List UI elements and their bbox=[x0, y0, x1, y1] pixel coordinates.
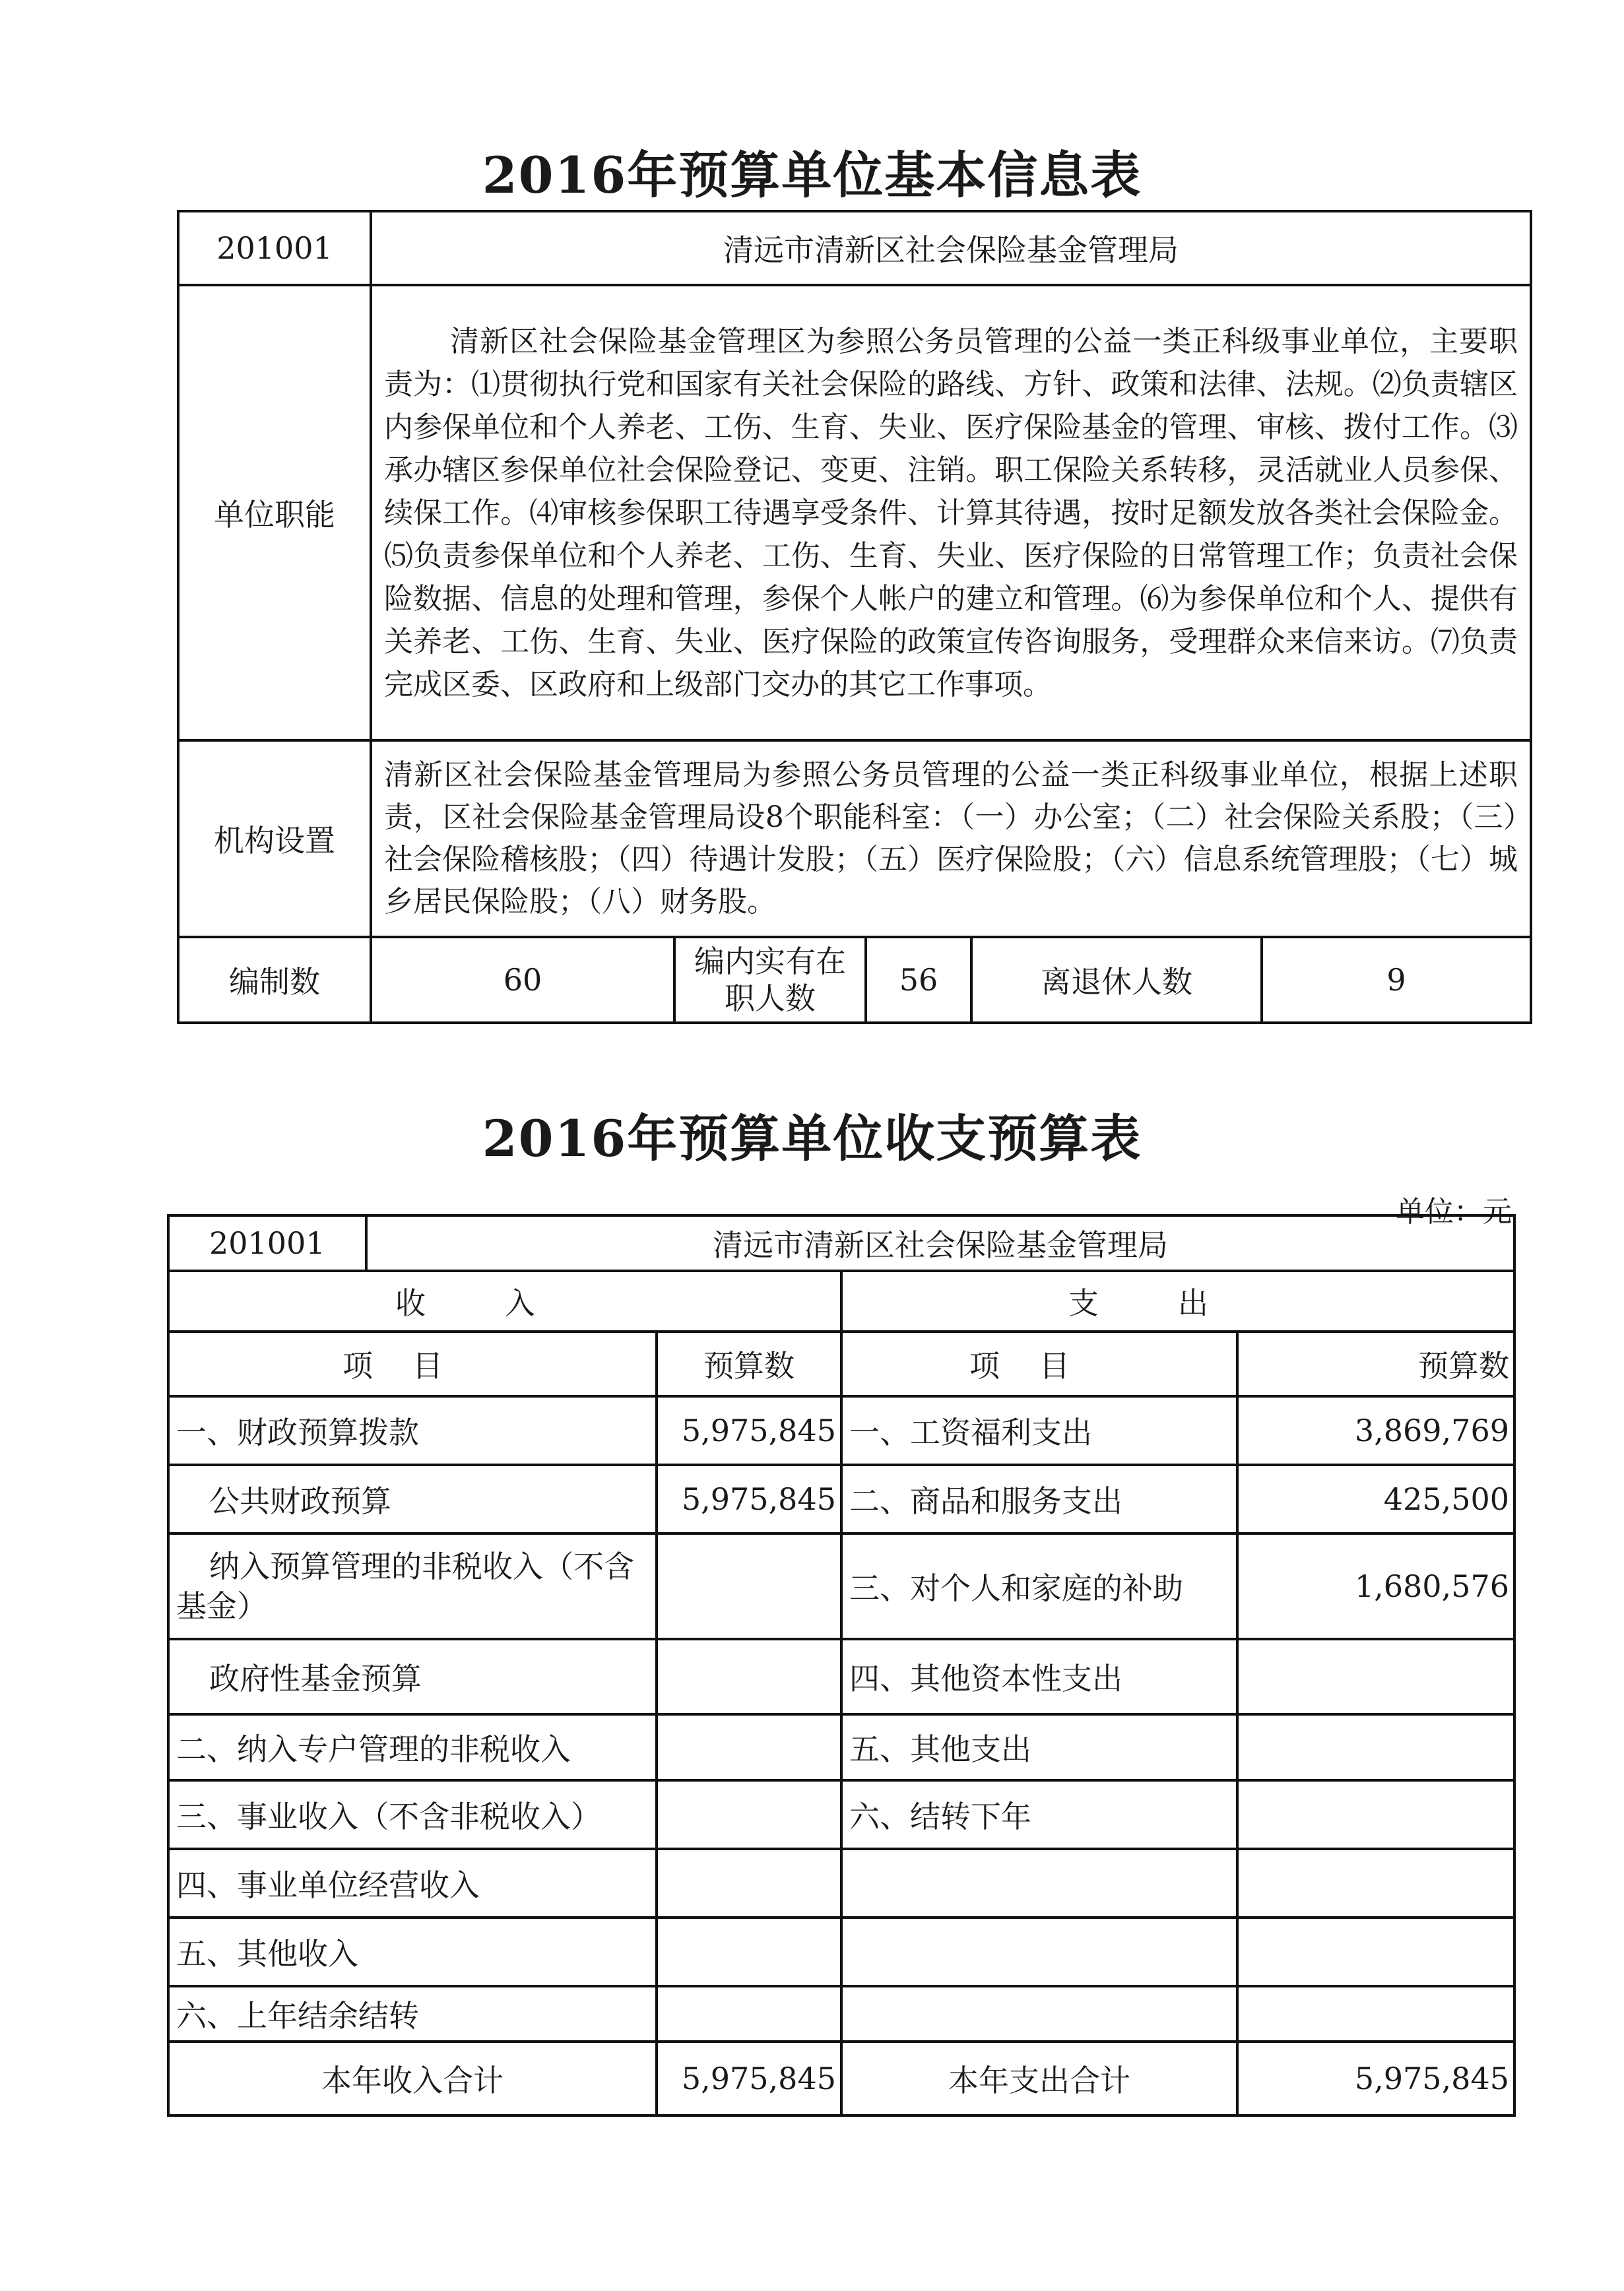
expense-item: 六、结转下年 bbox=[841, 1780, 1237, 1849]
income-item: 六、上年结余结转 bbox=[168, 1986, 657, 2042]
income-amount bbox=[657, 1533, 841, 1639]
income-item-header: 项目 bbox=[168, 1332, 657, 1396]
income-total-label: 本年收入合计 bbox=[168, 2042, 657, 2115]
expense-amount bbox=[1237, 1918, 1514, 1986]
org-text: 清新区社会保险基金管理局为参照公务员管理的公益一类正科级事业单位，根据上述职责，区社会保险基金管理局设8个职能科室：（一）办公室；（二）社会保险关系股；（三）社会保险稽核股；（四）待遇计发股；（五）医疗保险股；（六）信息系统管理股；（七）城乡居民保险股；（八）财务股。 bbox=[371, 740, 1531, 937]
total-row bbox=[168, 2042, 1514, 2115]
expense-item: 三、对个人和家庭的补助 bbox=[841, 1533, 1237, 1639]
budget-table bbox=[167, 1214, 1516, 2117]
budget-row bbox=[168, 1396, 1514, 1465]
staff-quota-value: 60 bbox=[371, 937, 674, 1023]
income-item: 公共财政预算 bbox=[168, 1465, 657, 1533]
budget-unit-name: 清远市清新区社会保险基金管理局 bbox=[366, 1215, 1514, 1271]
income-amount bbox=[657, 1639, 841, 1714]
current-staff-value: 56 bbox=[866, 937, 971, 1023]
expense-item: 二、商品和服务支出 bbox=[841, 1465, 1237, 1533]
expense-item bbox=[841, 1918, 1237, 1986]
income-amount bbox=[657, 1780, 841, 1849]
expense-item: 五、其他支出 bbox=[841, 1714, 1237, 1780]
income-header: 收入 bbox=[168, 1271, 841, 1332]
expense-total: 5,975,845 bbox=[1237, 2042, 1514, 2115]
expense-amount: 425,500 bbox=[1237, 1465, 1514, 1533]
expense-amount bbox=[1237, 1639, 1514, 1714]
expense-header: 支出 bbox=[841, 1271, 1514, 1332]
basic-info-table bbox=[177, 210, 1532, 1024]
function-text: 清新区社会保险基金管理区为参照公务员管理的公益一类正科级事业单位，主要职责为：⑴贯彻执行党和国家有关社会保险的路线、方针、政策和法律、法规。⑵负责辖区内参保单位和个人养老、工伤、生育、失业、医疗保险基金的管理、审核、拨付工作。⑶承办辖区参保单位社会保险登记、变更、注销。职工保险关系转移，灵活就业人员参保、续保工作。⑷审核参保职工待遇享受条件、计算其待遇，按时足额发放各类社会保险金。⑸负责参保单位和个人养老、工伤、生育、失业、医疗保险的日常管理工作；负责社会保险数据、信息的处理和管理，参保个人帐户的建立和管理。⑹为参保单位和个人、提供有关养老、工伤、生育、失业、医疗保险的政策宣传咨询服务，受理群众来信来访。⑺负责完成区委、区政府和上级部门交办的其它工作事项。 bbox=[371, 285, 1531, 740]
income-item: 二、纳入专户管理的非税收入 bbox=[168, 1714, 657, 1780]
budget-row bbox=[168, 1714, 1514, 1780]
unit-name: 清远市清新区社会保险基金管理局 bbox=[371, 211, 1531, 285]
expense-amount bbox=[1237, 1986, 1514, 2042]
budget-row bbox=[168, 1849, 1514, 1918]
expense-amount bbox=[1237, 1780, 1514, 1849]
budget-row bbox=[168, 1918, 1514, 1986]
budget-row bbox=[168, 1533, 1514, 1639]
expense-amount bbox=[1237, 1714, 1514, 1780]
income-total: 5,975,845 bbox=[657, 2042, 841, 2115]
budget-table-title: 2016年预算单位收支预算表 bbox=[482, 1109, 1142, 1168]
expense-amount bbox=[1237, 1849, 1514, 1918]
income-amount: 5,975,845 bbox=[657, 1465, 841, 1533]
expense-amount: 1,680,576 bbox=[1237, 1533, 1514, 1639]
expense-total-label: 本年支出合计 bbox=[841, 2042, 1237, 2115]
income-item: 五、其他收入 bbox=[168, 1918, 657, 1986]
retired-label: 离退休人数 bbox=[971, 937, 1262, 1023]
budget-row bbox=[168, 1465, 1514, 1533]
income-item: 四、事业单位经营收入 bbox=[168, 1849, 657, 1918]
unit-code: 201001 bbox=[178, 211, 371, 285]
retired-value: 9 bbox=[1262, 937, 1531, 1023]
expense-item: 四、其他资本性支出 bbox=[841, 1639, 1237, 1714]
function-label: 单位职能 bbox=[178, 285, 371, 740]
income-amount bbox=[657, 1918, 841, 1986]
info-table-title: 2016年预算单位基本信息表 bbox=[482, 146, 1142, 205]
income-item: 政府性基金预算 bbox=[168, 1639, 657, 1714]
income-amount bbox=[657, 1986, 841, 2042]
expense-item-header: 项目 bbox=[841, 1332, 1237, 1396]
income-item: 纳入预算管理的非税收入（不含基金） bbox=[168, 1533, 657, 1639]
budget-row bbox=[168, 1780, 1514, 1849]
expense-amount: 3,869,769 bbox=[1237, 1396, 1514, 1465]
org-label: 机构设置 bbox=[178, 740, 371, 937]
income-amount bbox=[657, 1849, 841, 1918]
expense-item bbox=[841, 1849, 1237, 1918]
expense-item bbox=[841, 1986, 1237, 2042]
income-amount bbox=[657, 1714, 841, 1780]
staff-quota-label: 编制数 bbox=[178, 937, 371, 1023]
expense-item: 一、工资福利支出 bbox=[841, 1396, 1237, 1465]
budget-unit-code: 201001 bbox=[168, 1215, 366, 1271]
budget-row bbox=[168, 1986, 1514, 2042]
income-amount: 5,975,845 bbox=[657, 1396, 841, 1465]
current-staff-label: 编内实有在职人数 bbox=[674, 937, 866, 1023]
budget-row bbox=[168, 1639, 1514, 1714]
income-item: 三、事业收入（不含非税收入） bbox=[168, 1780, 657, 1849]
unit-note: 单位：元 bbox=[1396, 1195, 1512, 1229]
income-item: 一、财政预算拨款 bbox=[168, 1396, 657, 1465]
expense-amount-header: 预算数 bbox=[1237, 1332, 1514, 1396]
income-amount-header: 预算数 bbox=[657, 1332, 841, 1396]
